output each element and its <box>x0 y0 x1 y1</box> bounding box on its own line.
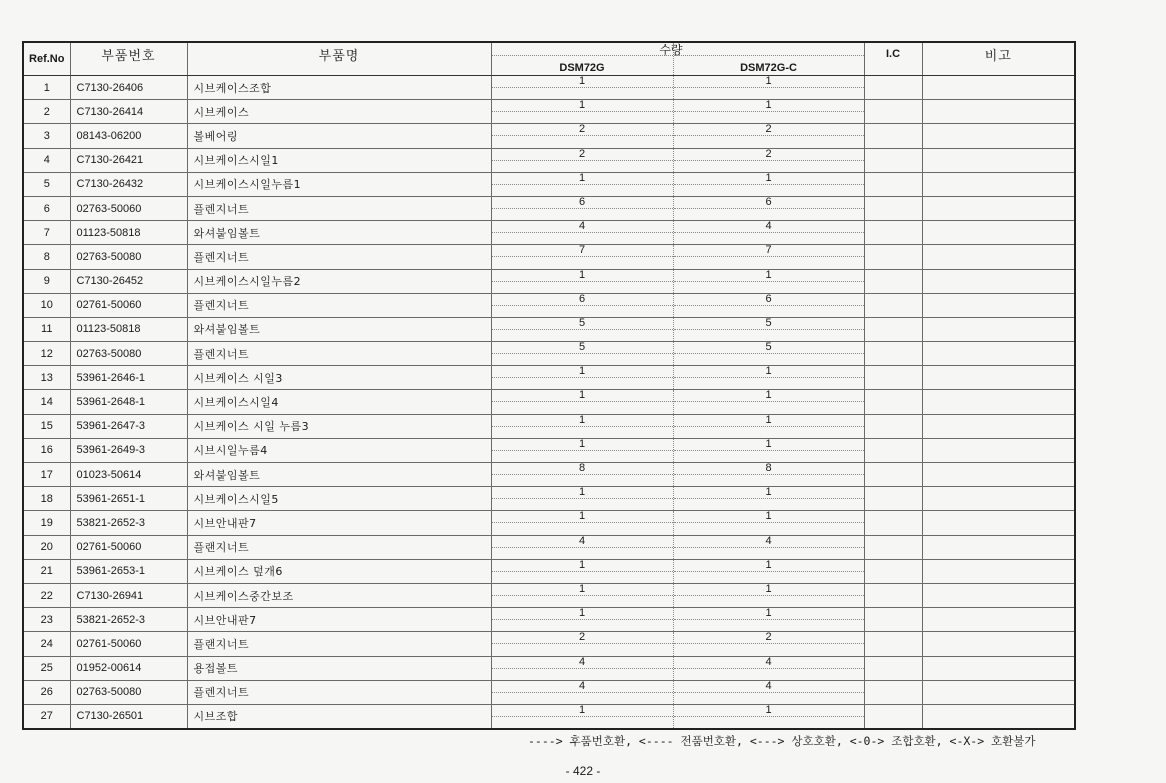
qty-model-1-cell <box>491 583 673 607</box>
part-no-cell: C7130-26432 <box>70 172 187 196</box>
note-cell <box>922 414 1075 438</box>
parts-table <box>22 41 1076 730</box>
ref-no-cell: 4 <box>23 148 70 172</box>
table-row <box>23 293 1075 317</box>
table-row <box>23 535 1075 559</box>
qty-model-2-cell-value: 6 <box>674 197 864 209</box>
header-part-no: 부품번호 <box>70 42 187 76</box>
table-row <box>23 124 1075 148</box>
part-no-cell: 02763-50080 <box>70 680 187 704</box>
qty-model-1-cell-value: 1 <box>492 76 673 88</box>
qty-model-2-cell-value: 1 <box>674 705 864 717</box>
qty-model-2-cell <box>673 245 864 269</box>
qty-model-2-cell-value: 1 <box>674 584 864 596</box>
qty-model-2-cell-value: 1 <box>674 173 864 185</box>
ref-no-cell: 26 <box>23 680 70 704</box>
ref-no-cell: 19 <box>23 511 70 535</box>
part-no-cell: C7130-26406 <box>70 76 187 100</box>
qty-model-2-cell <box>673 366 864 390</box>
part-no-cell: 53961-2653-1 <box>70 559 187 583</box>
qty-model-1-cell <box>491 463 673 487</box>
ic-cell <box>864 172 922 196</box>
ref-no-cell: 15 <box>23 414 70 438</box>
qty-model-1-cell <box>491 680 673 704</box>
qty-model-2-cell-value: 1 <box>674 415 864 427</box>
table-row <box>23 366 1075 390</box>
note-cell <box>922 608 1075 632</box>
note-cell <box>922 366 1075 390</box>
qty-model-1-cell <box>491 438 673 462</box>
qty-model-1-cell <box>491 100 673 124</box>
qty-model-1-cell-value: 5 <box>492 318 673 330</box>
table-row <box>23 196 1075 220</box>
qty-model-2-cell <box>673 293 864 317</box>
qty-model-2-cell-value: 4 <box>674 657 864 669</box>
table-row <box>23 172 1075 196</box>
note-cell <box>922 463 1075 487</box>
qty-model-1-cell-value: 1 <box>492 705 673 717</box>
part-no-cell: C7130-26941 <box>70 583 187 607</box>
note-cell <box>922 100 1075 124</box>
parts-list-sheet <box>22 41 1074 730</box>
qty-model-1-cell-value: 7 <box>492 245 673 257</box>
ref-no-cell: 22 <box>23 583 70 607</box>
qty-model-2-cell <box>673 583 864 607</box>
ic-cell <box>864 414 922 438</box>
qty-model-1-cell <box>491 608 673 632</box>
qty-model-2-cell <box>673 704 864 729</box>
ref-no-cell: 7 <box>23 221 70 245</box>
ic-cell <box>864 148 922 172</box>
qty-model-1-cell <box>491 196 673 220</box>
part-no-cell: 01123-50818 <box>70 317 187 341</box>
ic-cell <box>864 511 922 535</box>
note-cell <box>922 438 1075 462</box>
header-ic: I.C <box>864 42 922 76</box>
qty-model-2-cell <box>673 269 864 293</box>
qty-model-1-cell-value: 1 <box>492 487 673 499</box>
part-name-cell: 용접볼트 <box>187 656 491 680</box>
ref-no-cell: 1 <box>23 76 70 100</box>
qty-model-1-cell-value: 1 <box>492 366 673 378</box>
table-row <box>23 148 1075 172</box>
header-row <box>23 42 1075 76</box>
ic-cell <box>864 100 922 124</box>
qty-model-2-cell <box>673 317 864 341</box>
part-name-cell: 플렌지너트 <box>187 245 491 269</box>
ref-no-cell: 23 <box>23 608 70 632</box>
qty-model-2-cell <box>673 656 864 680</box>
qty-model-1-cell <box>491 366 673 390</box>
ic-cell <box>864 463 922 487</box>
qty-model-2-cell <box>673 487 864 511</box>
note-cell <box>922 293 1075 317</box>
note-cell <box>922 172 1075 196</box>
ref-no-cell: 17 <box>23 463 70 487</box>
part-name-cell: 시브안내판7 <box>187 511 491 535</box>
part-name-cell: 시브케이스시일누름2 <box>187 269 491 293</box>
ref-no-cell: 21 <box>23 559 70 583</box>
ic-cell <box>864 245 922 269</box>
part-name-cell: 시브케이스 시일 누름3 <box>187 414 491 438</box>
qty-model-2-cell-value: 5 <box>674 318 864 330</box>
table-row <box>23 559 1075 583</box>
part-no-cell: 53961-2646-1 <box>70 366 187 390</box>
table-row <box>23 100 1075 124</box>
part-name-cell: 시브시일누름4 <box>187 438 491 462</box>
qty-model-1-cell-value: 1 <box>492 415 673 427</box>
qty-model-2-cell-value: 1 <box>674 439 864 451</box>
qty-model-2-cell-value: 7 <box>674 245 864 257</box>
qty-model-2-cell <box>673 342 864 366</box>
qty-model-2-cell-value: 4 <box>674 536 864 548</box>
qty-model-2-cell <box>673 221 864 245</box>
qty-model-1-cell <box>491 414 673 438</box>
ic-cell <box>864 269 922 293</box>
qty-model-1-cell-value: 1 <box>492 100 673 112</box>
header-ref-no: Ref.No <box>23 42 70 76</box>
qty-model-1-cell-value: 1 <box>492 270 673 282</box>
ref-no-cell: 27 <box>23 704 70 729</box>
qty-model-1-cell-value: 1 <box>492 560 673 572</box>
table-row <box>23 487 1075 511</box>
note-cell <box>922 196 1075 220</box>
part-name-cell: 시브조합 <box>187 704 491 729</box>
part-name-cell: 플렌지너트 <box>187 293 491 317</box>
part-name-cell: 시브케이스시일5 <box>187 487 491 511</box>
qty-model-2-cell-value: 4 <box>674 221 864 233</box>
ic-cell <box>864 632 922 656</box>
qty-model-2-cell <box>673 124 864 148</box>
qty-model-1-cell-value: 1 <box>492 390 673 402</box>
table-row <box>23 221 1075 245</box>
ic-cell <box>864 196 922 220</box>
part-name-cell: 와셔붙임볼트 <box>187 463 491 487</box>
note-cell <box>922 511 1075 535</box>
table-row <box>23 76 1075 100</box>
qty-model-1-cell-value: 4 <box>492 657 673 669</box>
qty-model-1-cell-value: 1 <box>492 439 673 451</box>
part-no-cell: 02763-50060 <box>70 196 187 220</box>
ref-no-cell: 9 <box>23 269 70 293</box>
qty-model-2-cell-value: 1 <box>674 560 864 572</box>
qty-model-2-cell-value: 2 <box>674 149 864 161</box>
part-name-cell: 와셔붙임볼트 <box>187 221 491 245</box>
note-cell <box>922 680 1075 704</box>
header-qty-title: 수량 <box>659 43 683 57</box>
part-name-cell: 플렌지너트 <box>187 196 491 220</box>
table-row <box>23 704 1075 729</box>
ic-cell <box>864 293 922 317</box>
qty-model-2-cell-value: 4 <box>674 681 864 693</box>
ic-cell <box>864 390 922 414</box>
part-no-cell: 02761-50060 <box>70 632 187 656</box>
ref-no-cell: 24 <box>23 632 70 656</box>
qty-model-2-cell <box>673 390 864 414</box>
ref-no-cell: 25 <box>23 656 70 680</box>
qty-model-2-cell-value: 5 <box>674 342 864 354</box>
note-cell <box>922 76 1075 100</box>
qty-model-2-cell <box>673 535 864 559</box>
ic-cell <box>864 124 922 148</box>
qty-model-1-cell-value: 4 <box>492 681 673 693</box>
part-name-cell: 플랜지너트 <box>187 632 491 656</box>
part-name-cell: 플렌지너트 <box>187 342 491 366</box>
part-name-cell: 시브케이스 <box>187 100 491 124</box>
ref-no-cell: 12 <box>23 342 70 366</box>
part-no-cell: C7130-26452 <box>70 269 187 293</box>
note-cell <box>922 221 1075 245</box>
qty-model-1-cell-value: 1 <box>492 584 673 596</box>
qty-model-1-cell <box>491 656 673 680</box>
qty-model-1-cell <box>491 342 673 366</box>
header-model-2-label: DSM72G-C <box>740 62 797 74</box>
note-cell <box>922 487 1075 511</box>
ic-cell <box>864 366 922 390</box>
ic-cell <box>864 487 922 511</box>
qty-model-1-cell-value: 2 <box>492 149 673 161</box>
part-name-cell: 시브케이스시일1 <box>187 148 491 172</box>
part-no-cell: 53961-2649-3 <box>70 438 187 462</box>
note-cell <box>922 535 1075 559</box>
note-cell <box>922 632 1075 656</box>
qty-model-1-cell-value: 1 <box>492 608 673 620</box>
part-no-cell: 53961-2647-3 <box>70 414 187 438</box>
qty-model-1-cell <box>491 293 673 317</box>
note-cell <box>922 704 1075 729</box>
qty-model-1-cell <box>491 245 673 269</box>
ref-no-cell: 5 <box>23 172 70 196</box>
qty-model-2-cell <box>673 608 864 632</box>
qty-model-1-cell <box>491 390 673 414</box>
qty-model-1-cell <box>491 704 673 729</box>
table-row <box>23 632 1075 656</box>
table-row <box>23 680 1075 704</box>
header-note: 비고 <box>922 42 1075 76</box>
qty-model-2-cell <box>673 463 864 487</box>
qty-model-1-cell-value: 4 <box>492 221 673 233</box>
ic-cell <box>864 535 922 559</box>
table-row <box>23 390 1075 414</box>
note-cell <box>922 656 1075 680</box>
ref-no-cell: 13 <box>23 366 70 390</box>
qty-model-2-cell-value: 1 <box>674 270 864 282</box>
qty-model-2-cell-value: 1 <box>674 487 864 499</box>
part-name-cell: 볼베어링 <box>187 124 491 148</box>
part-name-cell: 시브케이스 시일3 <box>187 366 491 390</box>
qty-model-1-cell <box>491 172 673 196</box>
qty-model-2-cell-value: 8 <box>674 463 864 475</box>
part-no-cell: 01952-00614 <box>70 656 187 680</box>
ref-no-cell: 18 <box>23 487 70 511</box>
table-row <box>23 414 1075 438</box>
ic-cell <box>864 76 922 100</box>
part-no-cell: 53961-2651-1 <box>70 487 187 511</box>
qty-model-1-cell-value: 1 <box>492 173 673 185</box>
note-cell <box>922 342 1075 366</box>
qty-model-2-cell-value: 1 <box>674 390 864 402</box>
table-row <box>23 342 1075 366</box>
qty-model-1-cell-value: 8 <box>492 463 673 475</box>
part-no-cell: 53961-2648-1 <box>70 390 187 414</box>
ref-no-cell: 11 <box>23 317 70 341</box>
table-row <box>23 608 1075 632</box>
ref-no-cell: 20 <box>23 535 70 559</box>
qty-model-2-cell <box>673 559 864 583</box>
part-name-cell: 시브케이스시일누름1 <box>187 172 491 196</box>
part-no-cell: 01123-50818 <box>70 221 187 245</box>
header-qty-model-2 <box>673 42 864 76</box>
table-row <box>23 583 1075 607</box>
part-name-cell: 시브케이스 덮개6 <box>187 559 491 583</box>
note-cell <box>922 317 1075 341</box>
qty-model-1-cell <box>491 487 673 511</box>
qty-model-2-cell <box>673 100 864 124</box>
part-no-cell: C7130-26501 <box>70 704 187 729</box>
qty-model-1-cell-value: 2 <box>492 124 673 136</box>
table-row <box>23 511 1075 535</box>
ic-cell <box>864 342 922 366</box>
table-row <box>23 269 1075 293</box>
table-row <box>23 317 1075 341</box>
ic-cell <box>864 317 922 341</box>
part-no-cell: C7130-26421 <box>70 148 187 172</box>
ref-no-cell: 14 <box>23 390 70 414</box>
part-no-cell: C7130-26414 <box>70 100 187 124</box>
ic-cell <box>864 438 922 462</box>
ref-no-cell: 2 <box>23 100 70 124</box>
qty-model-1-cell <box>491 317 673 341</box>
part-name-cell: 와셔붙임볼트 <box>187 317 491 341</box>
part-name-cell: 시브케이스시일4 <box>187 390 491 414</box>
page-number: - 422 - <box>565 764 601 778</box>
qty-model-2-cell <box>673 76 864 100</box>
qty-model-1-cell <box>491 559 673 583</box>
qty-model-1-cell-value: 6 <box>492 197 673 209</box>
note-cell <box>922 559 1075 583</box>
part-name-cell: 시브케이스조합 <box>187 76 491 100</box>
qty-model-2-cell-value: 1 <box>674 366 864 378</box>
part-no-cell: 02761-50060 <box>70 293 187 317</box>
ic-cell <box>864 221 922 245</box>
qty-model-1-cell <box>491 76 673 100</box>
qty-model-1-cell-value: 1 <box>492 511 673 523</box>
part-name-cell: 플랜지너트 <box>187 535 491 559</box>
qty-model-2-cell-value: 6 <box>674 294 864 306</box>
table-row <box>23 245 1075 269</box>
qty-model-1-cell <box>491 221 673 245</box>
qty-model-1-cell <box>491 535 673 559</box>
ic-cell <box>864 559 922 583</box>
note-cell <box>922 269 1075 293</box>
ref-no-cell: 8 <box>23 245 70 269</box>
ref-no-cell: 10 <box>23 293 70 317</box>
ic-cell <box>864 680 922 704</box>
qty-model-2-cell <box>673 632 864 656</box>
qty-model-1-cell <box>491 511 673 535</box>
table-row <box>23 438 1075 462</box>
note-cell <box>922 245 1075 269</box>
part-no-cell: 53821-2652-3 <box>70 608 187 632</box>
ref-no-cell: 3 <box>23 124 70 148</box>
part-no-cell: 02761-50060 <box>70 535 187 559</box>
note-cell <box>922 148 1075 172</box>
qty-model-2-cell-value: 2 <box>674 124 864 136</box>
qty-model-1-cell-value: 5 <box>492 342 673 354</box>
header-qty-model-1 <box>491 42 683 76</box>
note-cell <box>922 124 1075 148</box>
qty-model-2-cell <box>673 148 864 172</box>
qty-model-2-cell <box>673 511 864 535</box>
part-name-cell: 시브안내판7 <box>187 608 491 632</box>
ic-cell <box>864 583 922 607</box>
qty-model-1-cell-value: 6 <box>492 294 673 306</box>
note-cell <box>922 390 1075 414</box>
part-no-cell: 02763-50080 <box>70 245 187 269</box>
qty-model-1-cell <box>491 632 673 656</box>
part-no-cell: 01023-50614 <box>70 463 187 487</box>
qty-model-1-cell <box>491 148 673 172</box>
qty-model-2-cell-value: 1 <box>674 608 864 620</box>
qty-model-1-cell-value: 2 <box>492 632 673 644</box>
interchangeability-legend: ----> 후품번호환, <---- 전품번호환, <---> 상호호환, <-0-> 조합호환, <-X-> 호환불가 <box>528 734 1036 748</box>
qty-model-2-cell <box>673 196 864 220</box>
parts-table-body <box>23 76 1075 730</box>
table-row <box>23 463 1075 487</box>
qty-model-2-cell <box>673 172 864 196</box>
header-part-name: 부품명 <box>187 42 491 76</box>
qty-model-2-cell <box>673 414 864 438</box>
qty-model-2-cell-value: 1 <box>674 76 864 88</box>
qty-model-2-cell <box>673 438 864 462</box>
ref-no-cell: 6 <box>23 196 70 220</box>
ic-cell <box>864 656 922 680</box>
qty-model-1-cell <box>491 124 673 148</box>
note-cell <box>922 583 1075 607</box>
qty-model-2-cell <box>673 680 864 704</box>
qty-model-2-cell-value: 2 <box>674 632 864 644</box>
part-name-cell: 플렌지너트 <box>187 680 491 704</box>
qty-model-1-cell-value: 4 <box>492 536 673 548</box>
ref-no-cell: 16 <box>23 438 70 462</box>
ic-cell <box>864 608 922 632</box>
header-model-1-label: DSM72G <box>559 62 605 74</box>
qty-model-2-cell-value: 1 <box>674 100 864 112</box>
part-no-cell: 08143-06200 <box>70 124 187 148</box>
table-row <box>23 656 1075 680</box>
part-name-cell: 시브케이스중간보조 <box>187 583 491 607</box>
ic-cell <box>864 704 922 729</box>
part-no-cell: 02763-50080 <box>70 342 187 366</box>
qty-model-1-cell <box>491 269 673 293</box>
qty-model-2-cell-value: 1 <box>674 511 864 523</box>
part-no-cell: 53821-2652-3 <box>70 511 187 535</box>
